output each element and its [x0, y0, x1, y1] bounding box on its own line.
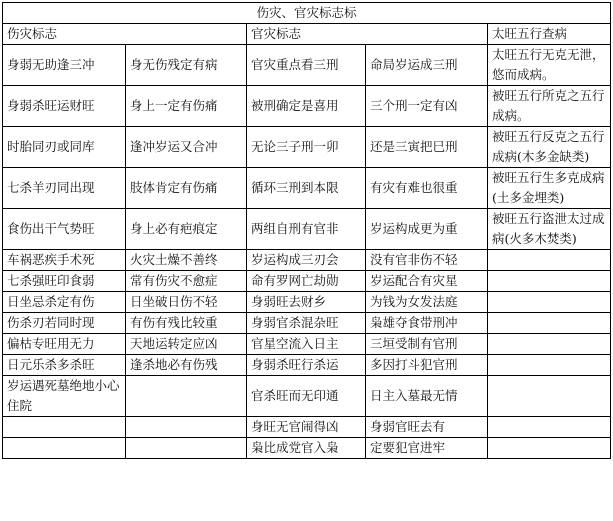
- table-row: [3, 86, 611, 127]
- cell: 身弱杀旺运财旺: [3, 86, 126, 127]
- cell: 食伤出干气势旺: [3, 209, 126, 250]
- cell: 多因打斗犯官刑: [366, 355, 488, 376]
- cell: 肢体肯定有伤痛: [126, 168, 247, 209]
- cell: 有伤有残比较重: [126, 313, 247, 334]
- cell: 被旺五行盗泄太过成病(火多木焚类): [488, 209, 611, 250]
- cell: 逢杀地必有伤残: [126, 355, 247, 376]
- cell: 火灾土燥不善终: [126, 250, 247, 271]
- table-row: [3, 438, 611, 459]
- cell: 身弱杀旺行杀运: [247, 355, 366, 376]
- cell: 身弱无助逢三冲: [3, 45, 126, 86]
- cell: 循环三刑到本限: [247, 168, 366, 209]
- cell: 被旺五行反克之五行成病(木多金缺类): [488, 127, 611, 168]
- cell: 被刑确定是喜用: [247, 86, 366, 127]
- table-row: [3, 45, 611, 86]
- cell: [126, 417, 247, 438]
- cell: 有灾有难也很重: [366, 168, 488, 209]
- cell: 偏枯专旺用无力: [3, 334, 126, 355]
- cell: 定要犯官进牢: [366, 438, 488, 459]
- cell: 身弱官杀混杂旺: [247, 313, 366, 334]
- cell: 伤杀刃若同时现: [3, 313, 126, 334]
- cell: [488, 376, 611, 417]
- cell: [126, 438, 247, 459]
- cell: [126, 376, 247, 417]
- cell: 日坐破日伤不轻: [126, 292, 247, 313]
- header-injury-signs: 伤灾标志: [3, 24, 247, 45]
- cell: 车祸恶疾手术死: [3, 250, 126, 271]
- cell: [488, 438, 611, 459]
- cell: 被旺五行所克之五行成病。: [488, 86, 611, 127]
- cell: 日元乐杀多杀旺: [3, 355, 126, 376]
- cell: [488, 292, 611, 313]
- table-row: [3, 250, 611, 271]
- cell: 两组自刑有官非: [247, 209, 366, 250]
- cell: 还是三寅把巳刑: [366, 127, 488, 168]
- table-row: [3, 313, 611, 334]
- cell: 三个刑一定有凶: [366, 86, 488, 127]
- table-title: 伤灾、官灾标志标: [3, 3, 611, 24]
- cell: 身上必有疤痕定: [126, 209, 247, 250]
- cell: 三垣受制有官刑: [366, 334, 488, 355]
- cell: 无论三子刑一卯: [247, 127, 366, 168]
- cell: 为钱为女发法庭: [366, 292, 488, 313]
- table-row: [3, 376, 611, 417]
- cell: 岁运构成三刃会: [247, 250, 366, 271]
- cell: 官杀旺而无印通: [247, 376, 366, 417]
- cell: [488, 313, 611, 334]
- cell: [488, 355, 611, 376]
- table-row: [3, 209, 611, 250]
- title-row: [3, 3, 611, 24]
- cell: 七杀羊刃同出现: [3, 168, 126, 209]
- cell: [488, 250, 611, 271]
- cell: 日坐忌杀定有伤: [3, 292, 126, 313]
- cell: 日主入墓最无情: [366, 376, 488, 417]
- cell: 时胎同刃或同库: [3, 127, 126, 168]
- header-illness-check: 太旺五行查病: [488, 24, 611, 45]
- cell: [3, 438, 126, 459]
- table-row: [3, 417, 611, 438]
- table-row: [3, 292, 611, 313]
- table-row: [3, 334, 611, 355]
- cell: 七杀强旺印食弱: [3, 271, 126, 292]
- cell: 岁运遇死墓绝地小心住院: [3, 376, 126, 417]
- cell: 命局岁运成三刑: [366, 45, 488, 86]
- cell: 身上一定有伤痛: [126, 86, 247, 127]
- cell: 常有伤灾不愈症: [126, 271, 247, 292]
- disaster-signs-table: [2, 2, 611, 459]
- cell: 身弱官旺去有: [366, 417, 488, 438]
- table-row: [3, 127, 611, 168]
- cell: 命有罗网亡劫勋: [247, 271, 366, 292]
- cell: 天地运转定应凶: [126, 334, 247, 355]
- cell: 逢冲岁运又合冲: [126, 127, 247, 168]
- cell: 官星空流入日主: [247, 334, 366, 355]
- cell: 岁运配合有灾星: [366, 271, 488, 292]
- cell: 岁运构成更为重: [366, 209, 488, 250]
- table-row: [3, 271, 611, 292]
- table-row: [3, 355, 611, 376]
- cell: 枭雄夺食带刑冲: [366, 313, 488, 334]
- header-row: [3, 24, 611, 45]
- cell: 没有官非伤不轻: [366, 250, 488, 271]
- cell: 身无伤残定有病: [126, 45, 247, 86]
- header-lawsuit-signs: 官灾标志: [247, 24, 488, 45]
- cell: 太旺五行无克无泄，悠而成病。: [488, 45, 611, 86]
- cell: 身旺无官闹得凶: [247, 417, 366, 438]
- cell: 官灾重点看三刑: [247, 45, 366, 86]
- cell: [488, 271, 611, 292]
- cell: 枭比成党官入枭: [247, 438, 366, 459]
- cell: [488, 334, 611, 355]
- cell: 被旺五行生多克成病(土多金埋类): [488, 168, 611, 209]
- cell: [488, 417, 611, 438]
- table-row: [3, 168, 611, 209]
- cell: 身弱旺去财乡: [247, 292, 366, 313]
- cell: [3, 417, 126, 438]
